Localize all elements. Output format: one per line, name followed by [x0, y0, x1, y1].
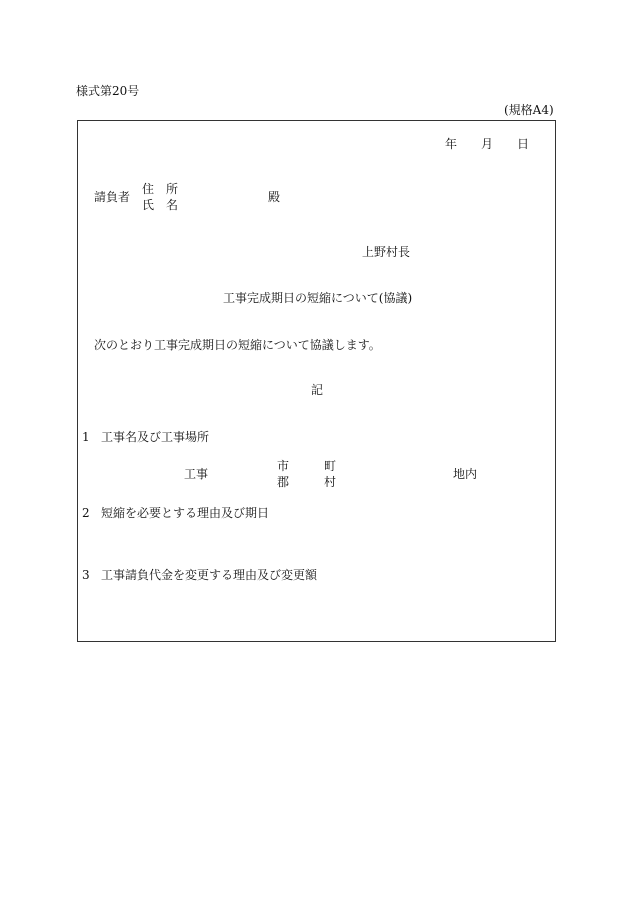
issuer: 上野村長: [362, 245, 411, 259]
address-label-char-1: 住: [142, 182, 155, 196]
date-month-label: 月: [481, 137, 494, 151]
within-label: 地内: [453, 467, 478, 481]
document-title: 工事完成期日の短縮について(協議): [223, 291, 413, 305]
form-number: 様式第20号: [76, 84, 140, 98]
date-day-label: 日: [517, 137, 530, 151]
construction-label: 工事: [184, 467, 209, 481]
item1-label: 工事名及び工事場所: [101, 430, 210, 444]
name-label-char-1: 氏: [142, 198, 155, 212]
paper-size-note: (規格A4): [504, 103, 554, 117]
county-label: 郡: [277, 475, 290, 489]
village-label: 村: [324, 475, 337, 489]
body-text: 次のとおり工事完成期日の短縮について協議します。: [94, 338, 381, 352]
name-label-char-2: 名: [166, 198, 179, 212]
honorific: 殿: [268, 190, 281, 204]
item3-number: 3: [82, 568, 90, 582]
ki-heading: 記: [311, 383, 324, 397]
item2-number: 2: [82, 506, 90, 520]
town-label: 町: [324, 459, 337, 473]
item1-number: 1: [82, 430, 90, 444]
date-year-label: 年: [445, 137, 458, 151]
contractor-label: 請負者: [94, 190, 131, 204]
city-label: 市: [277, 459, 290, 473]
address-label-char-2: 所: [166, 182, 179, 196]
item2-label: 短縮を必要とする理由及び期日: [101, 506, 270, 520]
item3-label: 工事請負代金を変更する理由及び変更額: [101, 568, 318, 582]
